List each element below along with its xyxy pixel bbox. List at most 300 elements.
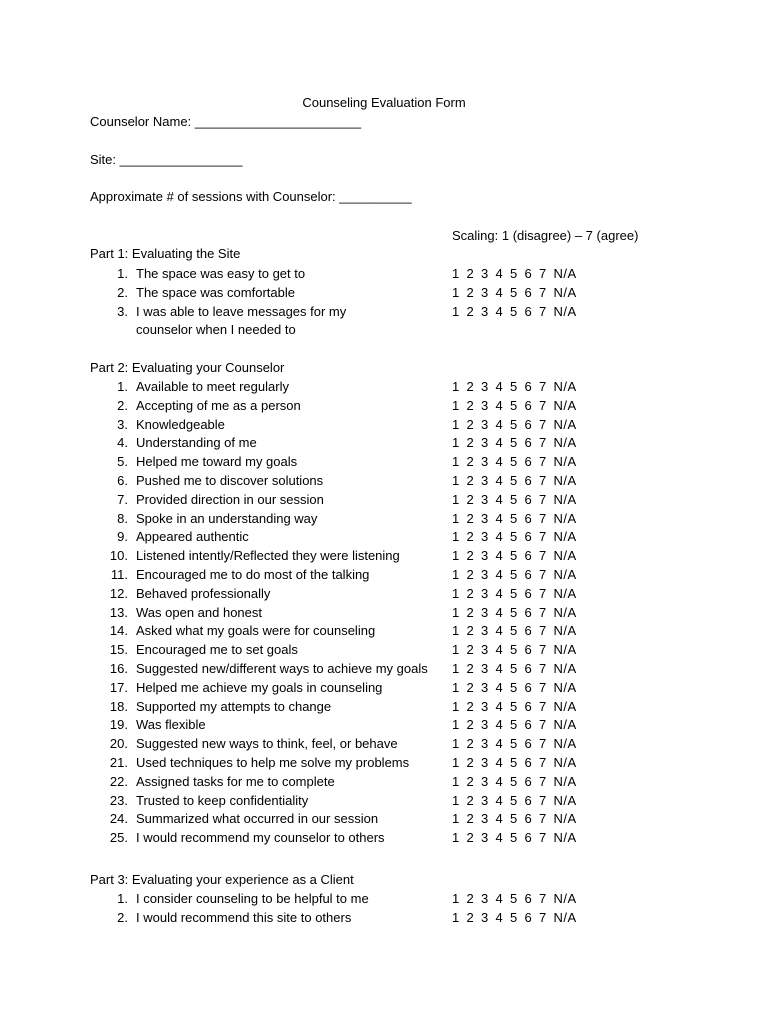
rating-option[interactable]: 3 (481, 909, 489, 925)
rating-option[interactable]: 6 (524, 661, 533, 676)
rating-option[interactable]: 2 (466, 435, 475, 451)
rating-option[interactable]: 4 (495, 284, 504, 300)
rating-option[interactable]: 3 (481, 397, 489, 413)
rating-option[interactable]: N/A (553, 736, 577, 752)
rating-option[interactable]: 2 (466, 284, 475, 300)
rating-option[interactable]: 3 (481, 585, 489, 601)
rating-option[interactable]: 1 (452, 642, 460, 658)
rating-option[interactable]: 2 (466, 792, 475, 808)
rating-option[interactable]: N/A (553, 529, 577, 545)
rating-option[interactable]: 7 (539, 567, 547, 582)
rating-option[interactable]: 5 (510, 529, 518, 545)
rating-scale (452, 304, 577, 319)
rating-option[interactable]: 4 (495, 604, 504, 620)
question-row (0, 492, 768, 511)
question-row (0, 774, 768, 793)
rating-option[interactable]: N/A (553, 698, 577, 714)
rating-scale (452, 811, 577, 826)
rating-option[interactable]: 3 (481, 717, 489, 733)
rating-option[interactable]: 5 (510, 891, 518, 906)
rating-option[interactable]: 3 (481, 661, 489, 676)
rating-option[interactable]: 6 (524, 416, 533, 432)
rating-option[interactable]: N/A (553, 792, 577, 808)
rating-scale (452, 492, 577, 507)
rating-option[interactable]: N/A (553, 773, 577, 789)
rating-option[interactable]: 5 (510, 397, 518, 413)
rating-option[interactable]: 2 (466, 416, 475, 432)
rating-option[interactable]: 5 (510, 284, 518, 300)
rating-option[interactable]: 5 (510, 830, 518, 846)
rating-option[interactable]: N/A (553, 811, 577, 827)
rating-option[interactable]: 1 (452, 529, 460, 545)
rating-option[interactable]: 5 (510, 698, 518, 714)
rating-scale (452, 910, 577, 925)
rating-option[interactable]: 4 (495, 717, 504, 733)
rating-option[interactable]: 6 (524, 717, 533, 733)
rating-option[interactable]: 3 (481, 435, 489, 451)
rating-option[interactable]: 4 (495, 661, 504, 676)
rating-option[interactable]: 1 (452, 661, 460, 676)
rating-option[interactable]: 5 (510, 473, 518, 488)
rating-option[interactable]: 5 (510, 435, 518, 451)
question-number: 17. (109, 679, 128, 695)
question-row (0, 473, 768, 492)
rating-option[interactable]: 6 (524, 510, 533, 526)
rating-option[interactable]: 7 (539, 773, 547, 789)
rating-option[interactable]: 2 (466, 604, 475, 620)
rating-option[interactable]: 3 (481, 736, 489, 752)
rating-option[interactable]: 5 (510, 491, 518, 507)
rating-option[interactable]: 1 (452, 284, 460, 300)
rating-option[interactable]: 6 (524, 755, 533, 770)
rating-option[interactable]: 1 (452, 755, 460, 770)
rating-option[interactable]: 7 (539, 623, 547, 639)
sessions-field: Approximate # of sessions with Counselor: __________ (90, 189, 412, 204)
rating-option[interactable]: N/A (553, 303, 577, 319)
question-number: 7. (117, 491, 128, 507)
rating-option[interactable]: 2 (466, 891, 475, 906)
rating-option[interactable]: 6 (524, 454, 533, 470)
rating-option[interactable]: 6 (524, 548, 533, 564)
rating-option[interactable]: N/A (553, 454, 577, 470)
rating-option[interactable]: 7 (539, 736, 547, 752)
question-number: 12. (109, 585, 128, 601)
rating-option[interactable]: 1 (452, 811, 460, 827)
rating-option[interactable]: 3 (481, 303, 489, 319)
question-text: Provided direction in our session (136, 491, 324, 507)
rating-option[interactable]: 4 (495, 303, 504, 319)
rating-option[interactable]: 5 (510, 773, 518, 789)
rating-option[interactable]: 3 (481, 266, 489, 281)
rating-option[interactable]: 4 (495, 510, 504, 526)
rating-option[interactable]: 4 (495, 491, 504, 507)
rating-option[interactable]: 6 (524, 491, 533, 507)
rating-option[interactable]: 1 (452, 773, 460, 789)
rating-option[interactable]: 1 (452, 473, 460, 488)
rating-option[interactable]: N/A (553, 891, 577, 906)
question-text: Accepting of me as a person (136, 397, 301, 413)
rating-option[interactable]: 7 (539, 679, 547, 695)
rating-option[interactable]: 6 (524, 792, 533, 808)
rating-option[interactable]: 2 (466, 548, 475, 564)
rating-option[interactable]: 2 (466, 811, 475, 827)
rating-scale (452, 699, 577, 714)
question-text: Helped me toward my goals (136, 454, 298, 470)
rating-option[interactable]: 5 (510, 416, 518, 432)
part-heading: Part 2: Evaluating your Counselor (90, 360, 285, 375)
question-text: Suggested new/different ways to achieve my goals (136, 661, 428, 676)
rating-option[interactable]: N/A (553, 623, 577, 639)
question-text: Was flexible (136, 717, 206, 733)
rating-option[interactable]: 1 (452, 416, 460, 432)
rating-option[interactable]: 4 (495, 773, 504, 789)
rating-option[interactable]: 7 (539, 491, 547, 507)
rating-option[interactable]: 5 (510, 736, 518, 752)
question-row (0, 793, 768, 812)
rating-option[interactable]: 4 (495, 909, 504, 925)
rating-option[interactable]: N/A (553, 473, 577, 488)
rating-option[interactable]: 5 (510, 303, 518, 319)
question-text: Encouraged me to set goals (136, 642, 298, 658)
question-number: 23. (109, 792, 128, 808)
question-number: 13. (109, 604, 128, 620)
rating-option[interactable]: 3 (481, 510, 489, 526)
rating-option[interactable]: 7 (539, 473, 547, 488)
rating-option[interactable]: N/A (553, 585, 577, 601)
rating-option[interactable]: N/A (553, 397, 577, 413)
rating-option[interactable]: 4 (495, 623, 504, 639)
rating-option[interactable]: 1 (452, 623, 460, 639)
rating-option[interactable]: 2 (466, 266, 475, 281)
rating-option[interactable]: 4 (495, 755, 504, 770)
rating-option[interactable]: N/A (553, 548, 577, 564)
rating-option[interactable]: N/A (553, 679, 577, 695)
rating-option[interactable]: N/A (553, 510, 577, 526)
rating-option[interactable]: N/A (553, 717, 577, 733)
rating-option[interactable]: 5 (510, 379, 518, 394)
rating-option[interactable]: 5 (510, 717, 518, 733)
rating-option[interactable]: 4 (495, 454, 504, 470)
form-title: Counseling Evaluation Form (302, 95, 466, 110)
rating-scale (452, 605, 577, 620)
rating-option[interactable]: 1 (452, 379, 460, 394)
question-number: 9. (117, 529, 128, 545)
rating-option[interactable]: 6 (524, 811, 533, 827)
rating-option[interactable]: 7 (539, 585, 547, 601)
rating-option[interactable]: 2 (466, 909, 475, 925)
rating-option[interactable]: 7 (539, 642, 547, 658)
rating-option[interactable]: 3 (481, 529, 489, 545)
rating-option[interactable]: N/A (553, 604, 577, 620)
rating-option[interactable]: 4 (495, 379, 504, 394)
rating-option[interactable]: 7 (539, 792, 547, 808)
rating-option[interactable]: 6 (524, 435, 533, 451)
part-heading: Part 1: Evaluating the Site (90, 246, 241, 261)
rating-option[interactable]: 7 (539, 416, 547, 432)
question-row (0, 661, 768, 680)
rating-option[interactable]: 1 (452, 491, 460, 507)
question-row (0, 605, 768, 624)
rating-option[interactable]: 3 (481, 679, 489, 695)
rating-option[interactable]: 3 (481, 491, 489, 507)
rating-option[interactable]: 2 (466, 510, 475, 526)
rating-option[interactable]: 4 (495, 642, 504, 658)
rating-option[interactable]: 5 (510, 792, 518, 808)
rating-option[interactable]: 3 (481, 792, 489, 808)
rating-option[interactable]: 4 (495, 473, 504, 488)
rating-option[interactable]: 2 (466, 679, 475, 695)
question-number: 4. (117, 435, 128, 451)
question-row (0, 755, 768, 774)
rating-option[interactable]: 7 (539, 379, 547, 394)
rating-option[interactable]: 6 (524, 909, 533, 925)
question-number: 15. (109, 642, 128, 658)
rating-option[interactable]: 4 (495, 830, 504, 846)
rating-option[interactable]: 6 (524, 623, 533, 639)
question-row (0, 529, 768, 548)
rating-scale (452, 680, 577, 695)
rating-option[interactable]: 7 (539, 604, 547, 620)
rating-option[interactable]: 7 (539, 698, 547, 714)
rating-option[interactable]: 7 (539, 909, 547, 925)
rating-option[interactable]: N/A (553, 830, 577, 846)
question-text: Was open and honest (136, 604, 262, 620)
question-number: 1. (117, 891, 128, 906)
rating-option[interactable]: 3 (481, 623, 489, 639)
rating-option[interactable]: 6 (524, 266, 533, 281)
question-text: Helped me achieve my goals in counseling (136, 679, 383, 695)
rating-option[interactable]: 6 (524, 473, 533, 488)
rating-option[interactable]: 3 (481, 473, 489, 488)
rating-option[interactable]: 1 (452, 585, 460, 601)
rating-option[interactable]: 7 (539, 303, 547, 319)
rating-option[interactable]: 7 (539, 548, 547, 564)
rating-option[interactable]: 1 (452, 679, 460, 695)
rating-option[interactable]: 4 (495, 792, 504, 808)
rating-option[interactable]: 4 (495, 679, 504, 695)
rating-option[interactable]: 4 (495, 698, 504, 714)
rating-option[interactable]: N/A (553, 416, 577, 432)
rating-option[interactable]: 6 (524, 303, 533, 319)
rating-option[interactable]: N/A (553, 379, 577, 394)
rating-option[interactable]: 5 (510, 548, 518, 564)
rating-option[interactable]: 4 (495, 567, 504, 582)
rating-option[interactable]: 2 (466, 585, 475, 601)
question-number: 2. (117, 284, 128, 300)
rating-option[interactable]: 6 (524, 830, 533, 846)
rating-option[interactable]: 3 (481, 773, 489, 789)
rating-option[interactable]: 2 (466, 491, 475, 507)
rating-option[interactable]: 5 (510, 661, 518, 676)
question-number: 8. (117, 510, 128, 526)
rating-option[interactable]: 1 (452, 397, 460, 413)
rating-option[interactable]: 3 (481, 567, 489, 582)
rating-option[interactable]: 6 (524, 379, 533, 394)
question-text: Used techniques to help me solve my problems (136, 755, 410, 770)
rating-option[interactable]: 2 (466, 379, 475, 394)
rating-option[interactable]: 2 (466, 736, 475, 752)
rating-option[interactable]: 7 (539, 529, 547, 545)
rating-option[interactable]: 7 (539, 811, 547, 827)
rating-option[interactable]: N/A (553, 435, 577, 451)
question-row (0, 417, 768, 436)
rating-option[interactable]: 3 (481, 454, 489, 470)
rating-option[interactable]: 3 (481, 379, 489, 394)
rating-option[interactable]: 4 (495, 416, 504, 432)
rating-option[interactable]: 5 (510, 755, 518, 770)
question-row (0, 891, 768, 910)
rating-option[interactable]: N/A (553, 642, 577, 658)
rating-option[interactable]: 6 (524, 736, 533, 752)
rating-option[interactable]: 6 (524, 604, 533, 620)
site-field: Site: _________________ (90, 152, 243, 167)
rating-option[interactable]: 6 (524, 698, 533, 714)
rating-option[interactable]: 6 (524, 585, 533, 601)
question-number: 16. (109, 661, 128, 676)
rating-option[interactable]: N/A (553, 284, 577, 300)
rating-option[interactable]: 6 (524, 284, 533, 300)
question-text: Trusted to keep confidentiality (136, 792, 309, 808)
rating-option[interactable]: 2 (466, 397, 475, 413)
rating-option[interactable]: 2 (466, 755, 475, 770)
rating-option[interactable]: 3 (481, 416, 489, 432)
rating-option[interactable]: N/A (553, 266, 577, 281)
rating-option[interactable]: 6 (524, 642, 533, 658)
question-number: 1. (117, 379, 128, 394)
rating-option[interactable]: 2 (466, 698, 475, 714)
rating-option[interactable]: 1 (452, 548, 460, 564)
rating-option[interactable]: 2 (466, 454, 475, 470)
rating-option[interactable]: 4 (495, 811, 504, 827)
rating-option[interactable]: 1 (452, 510, 460, 526)
rating-option[interactable]: 2 (466, 773, 475, 789)
rating-option[interactable]: N/A (553, 567, 577, 582)
rating-option[interactable]: 1 (452, 698, 460, 714)
rating-option[interactable]: 2 (466, 642, 475, 658)
rating-option[interactable]: N/A (553, 491, 577, 507)
rating-option[interactable]: 7 (539, 397, 547, 413)
rating-option[interactable]: N/A (553, 909, 577, 925)
question-number: 6. (117, 473, 128, 488)
rating-option[interactable]: 7 (539, 454, 547, 470)
rating-option[interactable]: 2 (466, 717, 475, 733)
rating-option[interactable]: 6 (524, 891, 533, 906)
question-text: Understanding of me (136, 435, 257, 451)
rating-option[interactable]: 7 (539, 435, 547, 451)
rating-option[interactable]: 4 (495, 891, 504, 906)
rating-option[interactable]: 5 (510, 604, 518, 620)
rating-option[interactable]: 6 (524, 679, 533, 695)
rating-option[interactable]: 2 (466, 830, 475, 846)
rating-option[interactable]: N/A (553, 661, 577, 676)
rating-option[interactable]: 7 (539, 755, 547, 770)
rating-option[interactable]: 4 (495, 736, 504, 752)
rating-option[interactable]: 5 (510, 454, 518, 470)
rating-option[interactable]: 5 (510, 567, 518, 582)
rating-option[interactable]: 5 (510, 510, 518, 526)
rating-scale (452, 717, 577, 732)
rating-option[interactable]: 1 (452, 604, 460, 620)
rating-option[interactable]: 6 (524, 773, 533, 789)
rating-option[interactable]: 4 (495, 529, 504, 545)
rating-option[interactable]: N/A (553, 755, 577, 770)
rating-option[interactable]: 5 (510, 679, 518, 695)
rating-option[interactable]: 2 (466, 303, 475, 319)
rating-option[interactable]: 7 (539, 661, 547, 676)
rating-option[interactable]: 1 (452, 454, 460, 470)
rating-option[interactable]: 4 (495, 585, 504, 601)
rating-option[interactable]: 2 (466, 661, 475, 676)
rating-option[interactable]: 4 (495, 397, 504, 413)
rating-option[interactable]: 7 (539, 717, 547, 733)
rating-option[interactable]: 3 (481, 548, 489, 564)
rating-option[interactable]: 2 (466, 529, 475, 545)
rating-scale (452, 511, 577, 526)
question-text: I consider counseling to be helpful to me (136, 891, 369, 906)
rating-option[interactable]: 1 (452, 891, 460, 906)
question-number: 14. (109, 623, 128, 639)
question-row (0, 623, 768, 642)
question-text: I would recommend my counselor to others (136, 830, 385, 846)
rating-option[interactable]: 4 (495, 266, 504, 281)
rating-option[interactable]: 4 (495, 435, 504, 451)
question-text: I was able to leave messages for my (136, 303, 347, 319)
rating-option[interactable]: 5 (510, 909, 518, 925)
rating-option[interactable]: 3 (481, 755, 489, 770)
question-row (0, 717, 768, 736)
rating-option[interactable]: 2 (466, 567, 475, 582)
rating-option[interactable]: 5 (510, 585, 518, 601)
rating-option[interactable]: 3 (481, 604, 489, 620)
rating-option[interactable]: 3 (481, 642, 489, 658)
rating-option[interactable]: 3 (481, 811, 489, 827)
question-text: Knowledgeable (136, 416, 225, 432)
rating-option[interactable]: 1 (452, 435, 460, 451)
rating-option[interactable]: 1 (452, 266, 460, 281)
rating-option[interactable]: 7 (539, 284, 547, 300)
rating-option[interactable]: 1 (452, 303, 460, 319)
rating-scale (452, 529, 577, 544)
rating-option[interactable]: 7 (539, 510, 547, 526)
rating-option[interactable]: 6 (524, 397, 533, 413)
rating-option[interactable]: 7 (539, 891, 547, 906)
rating-option[interactable]: 1 (452, 909, 460, 925)
rating-option[interactable]: 7 (539, 266, 547, 281)
rating-option[interactable]: 6 (524, 529, 533, 545)
rating-option[interactable]: 1 (452, 830, 460, 846)
rating-option[interactable]: 7 (539, 830, 547, 846)
rating-scale (452, 398, 577, 413)
rating-option[interactable]: 5 (510, 623, 518, 639)
rating-option[interactable]: 3 (481, 698, 489, 714)
rating-option[interactable]: 1 (452, 736, 460, 752)
rating-option[interactable]: 6 (524, 567, 533, 582)
rating-option[interactable]: 1 (452, 567, 460, 582)
rating-option[interactable]: 5 (510, 811, 518, 827)
rating-option[interactable]: 3 (481, 830, 489, 846)
rating-option[interactable]: 3 (481, 891, 489, 906)
rating-option[interactable]: 2 (466, 623, 475, 639)
question-row (0, 304, 768, 323)
rating-option[interactable]: 3 (481, 284, 489, 300)
rating-option[interactable]: 1 (452, 792, 460, 808)
rating-option[interactable]: 1 (452, 717, 460, 733)
rating-option[interactable]: 5 (510, 266, 518, 281)
question-number: 3. (117, 416, 128, 432)
rating-option[interactable]: 5 (510, 642, 518, 658)
rating-option[interactable]: 2 (466, 473, 475, 488)
rating-option[interactable]: 4 (495, 548, 504, 564)
